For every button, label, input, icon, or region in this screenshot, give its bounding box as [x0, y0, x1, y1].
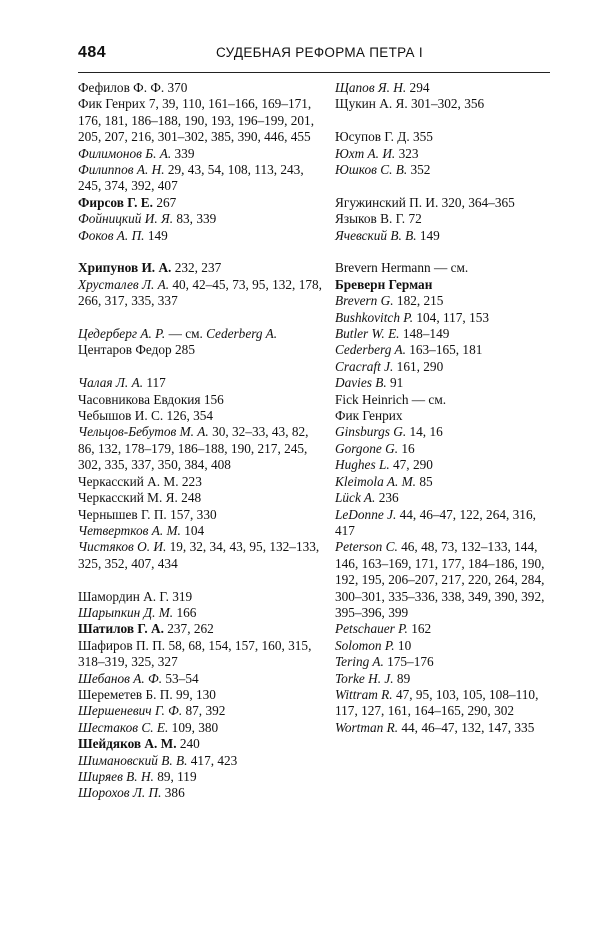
entry-name: Hughes L.: [335, 457, 390, 473]
entry-refs: 149: [416, 227, 440, 243]
index-entry: [78, 605, 326, 621]
entry-name: Шорохов Л. П.: [78, 785, 162, 801]
index-entry: [78, 507, 326, 523]
entry-name: Lück A.: [335, 490, 376, 506]
index-entry: [335, 277, 553, 293]
index-entry: [78, 375, 326, 391]
entry-refs: 148–149: [399, 326, 450, 342]
entry-refs: 85: [416, 473, 433, 489]
entry-name: Чистяков О. И.: [78, 539, 167, 555]
entry-name: Филимонов Б. А.: [78, 145, 172, 161]
index-entry: [78, 621, 326, 637]
entry-refs: 157, 330: [166, 506, 217, 522]
index-entry: [335, 671, 553, 687]
entry-refs: 162: [407, 621, 432, 637]
index-entry: [335, 326, 553, 342]
entry-refs: 301–302, 356: [407, 96, 485, 112]
entry-refs: 104, 117, 153: [413, 309, 490, 325]
index-entry: [335, 638, 553, 654]
index-entry: [335, 490, 553, 506]
entry-refs: — см.: [430, 260, 469, 276]
entry-refs: 320, 364–365: [438, 194, 515, 210]
entry-gap: [78, 572, 326, 588]
entry-gap: [335, 113, 553, 129]
index-entry: [78, 277, 326, 310]
entry-refs: 89, 119: [153, 769, 197, 784]
entry-name: Davies B.: [335, 375, 387, 391]
entry-name: Шестаков С. Е.: [78, 719, 169, 735]
index-entry: [335, 392, 553, 408]
entry-name: Bushkovitch P.: [335, 309, 414, 325]
cross-ref-target: Cederberg A.: [206, 326, 278, 342]
index-entry: [335, 539, 553, 621]
entry-name: Черкасский А. М.: [78, 473, 179, 489]
page-number: 484: [78, 44, 107, 61]
index-column-left: [78, 80, 326, 802]
entry-name: Шамордин А. Г.: [78, 588, 169, 604]
index-entry: [78, 687, 326, 703]
entry-name: Черкасский М. Я.: [78, 490, 178, 506]
entry-refs: 370: [164, 80, 188, 95]
index-entry: [78, 589, 326, 605]
index-entry: [78, 736, 326, 752]
entry-gap: [78, 310, 326, 326]
index-entry: [78, 146, 326, 162]
entry-name: Cederberg A.: [335, 342, 406, 358]
index-entry: [78, 342, 326, 358]
index-entry: [335, 457, 553, 473]
entry-name: Ячевский В. В.: [335, 227, 417, 243]
entry-name: Brevern Hermann: [335, 260, 431, 276]
entry-name: Fick Heinrich: [335, 391, 409, 407]
index-entry: [78, 408, 326, 424]
entry-refs: 19, 32, 34, 43, 95, 132–133, 325, 352, 407, 434: [78, 539, 320, 571]
index-entry: [78, 490, 326, 506]
index-entry: [335, 474, 553, 490]
running-head: СУДЕБНАЯ РЕФОРМА ПЕТРА I: [216, 45, 423, 60]
entry-name: Центаров Федор: [78, 342, 172, 358]
entry-refs: 161, 290: [393, 358, 444, 374]
entry-refs: 46, 48, 73, 132–133, 144, 146, 163–169, 171, 177, 184–186, 190, 192, 195, 206–207, 217, 220, 264, 284, 300–301, 335–336, 338, 349, 390, 392, 395–396, 399: [335, 539, 545, 620]
entry-refs: 223: [178, 473, 202, 489]
index-entry: [78, 720, 326, 736]
index-entry: [335, 146, 553, 162]
entry-refs: 29, 43, 54, 108, 113, 243, 245, 374, 392, 407: [78, 162, 304, 194]
index-entry: [335, 408, 553, 424]
entry-name: Solomon P.: [335, 637, 395, 653]
entry-name: Чельцов-Бебутов М. А.: [78, 424, 209, 440]
index-entry: [335, 96, 553, 112]
entry-name: Ягужинский П. И.: [335, 194, 439, 210]
index-entry: [78, 228, 326, 244]
entry-name: Фефилов Ф. Ф.: [78, 80, 165, 95]
index-entry: [78, 392, 326, 408]
entry-refs: 267: [153, 194, 177, 210]
index-entry: [335, 342, 553, 358]
entry-refs: 40, 42–45, 73, 95, 132, 178, 266, 317, 335, 337: [78, 276, 322, 309]
index-entry: [335, 293, 553, 309]
entry-name: Бреверн Герман: [335, 276, 433, 292]
entry-name: Шимановский В. В.: [78, 752, 188, 768]
entry-refs: 87, 392: [182, 703, 226, 719]
index-entry: [335, 621, 553, 637]
page-header: [78, 44, 550, 66]
entry-refs: 47, 290: [389, 457, 433, 473]
entry-refs: 339: [171, 145, 195, 161]
index-entry: [78, 753, 326, 769]
index-entry: [335, 654, 553, 670]
entry-name: Чебышов И. С.: [78, 408, 164, 424]
entry-refs: 58, 68, 154, 157, 160, 315, 318–319, 325, 327: [78, 637, 312, 670]
entry-name: Peterson C.: [335, 539, 398, 555]
entry-name: Фойницкий И. Я.: [78, 211, 174, 227]
entry-refs: 44, 46–47, 132, 147, 335: [398, 719, 535, 735]
index-entry: [335, 441, 553, 457]
entry-refs: 156: [200, 391, 224, 407]
entry-refs: 47, 95, 103, 105, 108–110, 117, 127, 161, 164–165, 290, 302: [335, 686, 539, 719]
entry-refs: 91: [386, 375, 404, 391]
index-entry: [78, 80, 326, 96]
entry-name: Шейдяков А. М.: [78, 736, 177, 752]
entry-refs: 149: [144, 227, 168, 243]
entry-refs: 104: [180, 522, 205, 538]
entry-refs: 83, 339: [173, 211, 217, 227]
entry-gap: [335, 244, 553, 260]
index-entry: [335, 228, 553, 244]
entry-refs: 319: [168, 588, 193, 604]
entry-name: Фик Генрих: [78, 96, 146, 112]
index-entry: [78, 162, 326, 195]
entry-name: Gorgone G.: [335, 440, 399, 456]
index-entry: [335, 507, 553, 540]
index-entry: [335, 162, 553, 178]
entry-name: Tering A.: [335, 654, 384, 670]
index-entry: [78, 539, 326, 572]
entry-name: Torke H. J.: [335, 670, 394, 686]
entry-name: Хрусталев Л. А.: [78, 276, 170, 292]
entry-name: Шатилов Г. А.: [78, 621, 164, 637]
entry-name: Ginsburgs G.: [335, 424, 407, 440]
entry-refs: 237, 262: [163, 621, 214, 637]
entry-gap: [78, 359, 326, 375]
index-entry: [335, 129, 553, 145]
entry-refs: 14, 16: [406, 424, 443, 440]
entry-refs: 126, 354: [163, 408, 214, 424]
entry-refs: 99, 130: [172, 686, 216, 702]
entry-refs: 386: [161, 785, 185, 801]
index-entry: [335, 80, 553, 96]
entry-name: Cracraft J.: [335, 358, 394, 374]
entry-name: Юхт А. И.: [335, 145, 396, 161]
index-entry: [78, 424, 326, 473]
entry-refs: 163–165, 181: [405, 342, 483, 358]
index-entry: [78, 671, 326, 687]
entry-refs: 294: [406, 80, 430, 95]
entry-refs: 72: [405, 211, 422, 227]
index-entry: [335, 687, 553, 720]
entry-refs: 240: [176, 736, 200, 752]
index-entry: [335, 424, 553, 440]
entry-name: Шебанов А. Ф.: [78, 670, 163, 686]
index-entry: [335, 211, 553, 227]
index-entry: [78, 523, 326, 539]
entry-name: Щапов Я. Н.: [335, 80, 407, 95]
entry-name: Часовникова Евдокия: [78, 391, 201, 407]
entry-name: Юсупов Г. Д.: [335, 129, 410, 145]
entry-refs: 248: [177, 490, 202, 506]
entry-refs: 30, 32–33, 43, 82, 86, 132, 178–179, 186–188, 190, 217, 245, 302, 335, 337, 350, 384, 408: [78, 424, 309, 473]
entry-name: Butler W. E.: [335, 326, 400, 342]
entry-name: LeDonne J.: [335, 506, 397, 522]
entry-name: Щукин А. Я.: [335, 96, 408, 112]
entry-name: Petschauer P.: [335, 621, 408, 637]
entry-refs: 166: [173, 604, 197, 620]
index-entry: [78, 638, 326, 671]
index-entry: [335, 359, 553, 375]
entry-name: Филиппов А. Н.: [78, 162, 165, 178]
index-entry: [335, 310, 553, 326]
index-column-right: [335, 80, 553, 736]
index-entry: [78, 211, 326, 227]
entry-name: Шершеневич Г. Ф.: [78, 703, 183, 719]
entry-refs: 89: [393, 670, 411, 686]
entry-name: Хрипунов И. А.: [78, 260, 172, 276]
index-entry: [335, 260, 553, 276]
entry-name: Ширяев В. Н.: [78, 769, 154, 784]
entry-refs: 10: [394, 637, 412, 653]
index-entry: [335, 375, 553, 391]
entry-refs: — см.: [408, 391, 447, 407]
entry-refs: 323: [395, 145, 419, 161]
entry-refs: 7, 39, 110, 161–166, 169–171, 176, 181, 186–188, 190, 193, 196–199, 201, 205, 207, 216, 301–302, 385, 390, 446, 455: [78, 96, 315, 145]
index-entry: [78, 703, 326, 719]
entry-refs: 175–176: [383, 654, 434, 670]
entry-name: Wortman R.: [335, 719, 399, 735]
index-entry: [78, 260, 326, 276]
index-entry: [78, 474, 326, 490]
entry-name: Юшков С. В.: [335, 162, 408, 178]
entry-gap: [335, 178, 553, 194]
entry-name: Фирсов Г. Е.: [78, 194, 154, 210]
entry-refs: 109, 380: [168, 719, 219, 735]
entry-name: Шафиров П. П.: [78, 637, 166, 653]
entry-gap: [78, 244, 326, 260]
index-entry: [335, 195, 553, 211]
entry-name: Чернышев Г. П.: [78, 506, 167, 522]
index-entry: [78, 769, 326, 785]
entry-name: Чалая Л. А.: [78, 375, 144, 391]
entry-name: Фоков А. П.: [78, 227, 145, 243]
entry-name: Шарыпкин Д. М.: [78, 604, 174, 620]
entry-name: Wittram R.: [335, 686, 393, 702]
entry-name: Четвертков А. М.: [78, 522, 181, 538]
index-entry: [78, 195, 326, 211]
entry-refs: — см. Cederberg A.: [165, 326, 278, 342]
header-rule: [78, 72, 550, 73]
entry-refs: 53–54: [162, 670, 199, 686]
entry-name: Шереметев Б. П.: [78, 686, 173, 702]
entry-name: Kleimola A. M.: [335, 473, 417, 489]
entry-refs: 236: [375, 490, 399, 506]
entry-refs: 285: [171, 342, 195, 358]
entry-refs: 355: [409, 129, 433, 145]
entry-refs: 117: [143, 375, 166, 391]
entry-refs: 182, 215: [393, 293, 444, 309]
entry-name: Языков В. Г.: [335, 211, 406, 227]
entry-refs: 352: [407, 162, 431, 178]
entry-name: Brevern G.: [335, 293, 394, 309]
index-entry: [335, 720, 553, 736]
index-entry: [78, 785, 326, 801]
index-entry: [78, 96, 326, 145]
entry-refs: 44, 46–47, 122, 264, 316, 417: [335, 506, 536, 538]
entry-refs: 417, 423: [187, 752, 238, 768]
entry-refs: 232, 237: [171, 260, 222, 276]
index-entry: [78, 326, 326, 342]
entry-name: Цедерберг А. Р.: [78, 326, 166, 342]
entry-name: Фик Генрих: [335, 408, 403, 424]
entry-refs: 16: [398, 440, 415, 456]
